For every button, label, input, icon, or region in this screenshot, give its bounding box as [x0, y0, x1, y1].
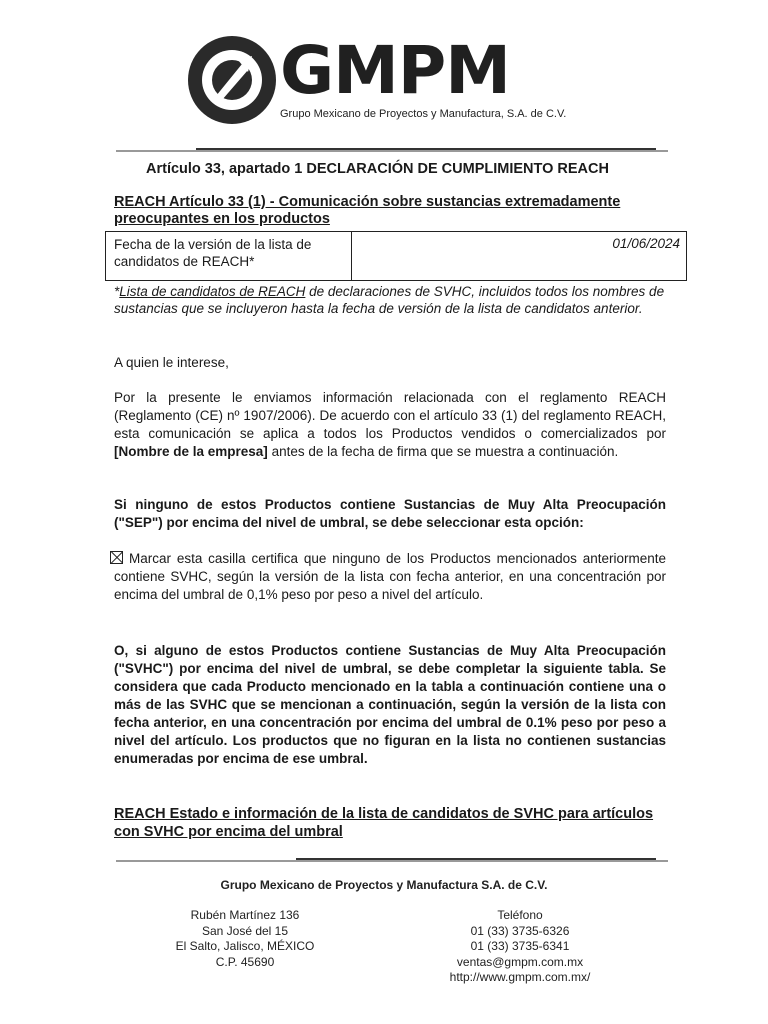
phone-label: Teléfono [497, 908, 543, 922]
version-table-label: Fecha de la versión de la lista de candidatos de REACH* [106, 232, 352, 280]
document-heading: Artículo 33, apartado 1 DECLARACIÓN DE CUMPLIMIENTO REACH [146, 161, 609, 177]
address-line: Rubén Martínez 136 [190, 908, 300, 922]
option-none-paragraph: Si ninguno de estos Productos contiene Sustancias de Muy Alta Preocupación ("SEP") por encima del nivel de umbral, se debe seleccionar esta opción: [114, 497, 666, 530]
address-line: San José del 15 [201, 923, 289, 938]
footnote: *Lista de candidatos de REACH de declaraciones de SVHC, incluidos todos los nombres de sustancias que se incluyeron hasta la fecha de versión de la lista de candidatos anterior. [114, 284, 665, 316]
section-title-2: REACH Estado e información de la lista de candidatos de SVHC para artículos con SVHC por encima del umbral [114, 806, 654, 840]
footer-divider [116, 856, 668, 864]
greeting: A quien le interese, [114, 355, 229, 370]
phone-number: 01 (33) 3735-6341 [470, 939, 570, 953]
option-some-paragraph: O, si alguno de estos Productos contiene Sustancias de Muy Alta Preocupación ("SVHC") por encima del nivel de umbral, se debe completar la siguiente tabla. Se considera que cada Producto mencionado en la tabla a continuación contiene una o más de las SVHC que se mencionan a continuación, según la versión de la lista con fecha anterior, en una concentración por encima del umbral de 0.1% peso por peso a nivel del artículo. Los productos que no figuran en la lista no contienen sustancias enumeradas por encima de ese umbral. [114, 643, 666, 766]
version-table-value: 01/06/2024 [612, 236, 680, 251]
footer-contact [420, 908, 620, 986]
checked-checkbox-icon[interactable] [110, 551, 123, 564]
website-link[interactable]: http://www.gmpm.com.mx/ [449, 970, 591, 984]
footnote-text: de declaraciones de SVHC, incluidos todos los nombres de sustancias que se incluyeron hasta la fecha de versión de la lista de candidatos anterior. [114, 284, 665, 316]
address-line: El Salto, Jalisco, MÉXICO [175, 939, 315, 953]
company-logo-icon [186, 34, 278, 126]
email-link[interactable]: ventas@gmpm.com.mx [456, 954, 584, 969]
section-title: REACH Artículo 33 (1) - Comunicación sobre sustancias extremadamente preocupantes en los productos [114, 194, 621, 227]
address-line: C.P. 45690 [215, 954, 275, 969]
company-name-placeholder: [Nombre de la empresa] [114, 444, 268, 459]
intro-text-end: antes de la fecha de firma que se muestra a continuación. [267, 444, 619, 459]
candidate-list-link[interactable]: Lista de candidatos de REACH [119, 284, 306, 299]
phone-number: 01 (33) 3735-6326 [470, 923, 570, 938]
version-table [105, 231, 687, 281]
intro-text: Por la presente le enviamos información relacionada con el reglamento REACH (Reglamento (CE) nº 1907/2006). De acuerdo con el artículo 33 (1) del reglamento REACH, esta comunicación se aplica a todos los Productos vendidos o comercializados por [114, 390, 666, 441]
intro-paragraph [114, 389, 666, 461]
checkbox-text: Marcar esta casilla certifica que ninguno de los Productos mencionados anteriormente contiene SVHC, según la versión de la lista con fecha anterior, en una concentración por encima del umbral de 0,1% peso por peso a nivel del artículo. [114, 551, 666, 602]
logo-wordmark: GMPM [280, 32, 510, 109]
header-divider [116, 146, 668, 154]
footer-company: Grupo Mexicano de Proyectos y Manufactura S.A. de C.V. [220, 878, 548, 892]
footer-address [150, 908, 340, 970]
company-subtitle: Grupo Mexicano de Proyectos y Manufactura, S.A. de C.V. [280, 108, 567, 120]
checkbox-paragraph [114, 550, 666, 604]
